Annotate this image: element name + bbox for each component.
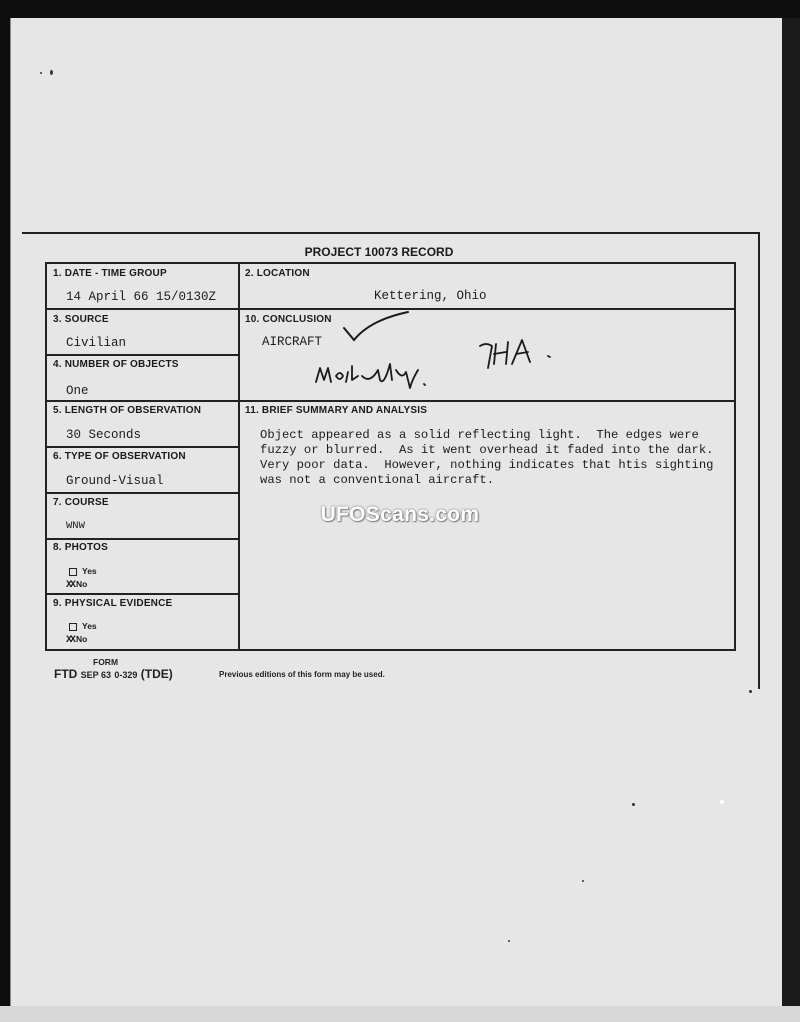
scan-bottom-edge [0,1006,800,1022]
footer-number: 0-329 [114,670,138,680]
footer-suffix: (TDE) [140,667,173,681]
photos-yes-checkbox [69,568,77,576]
physical-no-option [66,633,87,647]
row-divider [47,308,239,310]
photos-yes-option [69,565,97,577]
summary-text: Object appeared as a solid reflecting light. The edges were fuzzy or blurred. As it went overhead it faded into the dark. Very poor data. However, nothing indicates that htis sighting was not a conventional aircraft. [260,428,714,487]
label-summary: 11. BRIEF SUMMARY AND ANALYSIS [245,405,428,416]
value-source: Civilian [66,336,127,350]
photos-no-label: No [76,579,88,589]
physical-no-label: No [76,634,88,644]
form-title: PROJECT 10073 RECORD [304,245,454,259]
row-divider [238,308,734,310]
footer-date: SEP 63 [80,670,112,680]
footer-form-code [54,667,173,681]
checkmark-icon [340,306,420,346]
label-location: 2. LOCATION [245,268,310,279]
value-date-time: 14 April 66 15/0130Z [66,290,217,304]
physical-yes-label: Yes [82,621,97,631]
value-length-of-observation: 30 Seconds [66,428,142,442]
photos-no-option [66,578,87,592]
label-conclusion: 10. CONCLUSION [245,314,332,325]
value-course: WNW [66,520,85,532]
physical-yes-checkbox [69,623,77,631]
value-location: Kettering, Ohio [374,289,487,303]
footer-note: Previous editions of this form may be used. [219,670,385,679]
watermark: UFOScans.com [320,503,480,526]
value-conclusion: AIRCRAFT [262,335,323,349]
column-divider [238,264,240,649]
value-number-of-objects: One [66,384,89,398]
photos-no-mark: XX [66,580,75,591]
label-type-of-observation: 6. TYPE OF OBSERVATION [53,451,186,462]
row-divider [47,538,239,540]
label-course: 7. COURSE [53,497,109,508]
row-divider [47,354,239,356]
label-source: 3. SOURCE [53,314,109,325]
scan-edge [782,18,800,1022]
row-divider [47,492,239,494]
label-date-time: 1. DATE - TIME GROUP [53,268,167,279]
handwritten-note [312,356,462,398]
row-divider [47,446,239,448]
svg-text:JHA: JHA [476,372,478,373]
footer-form-word: FORM [93,657,119,667]
label-physical-evidence: 9. PHYSICAL EVIDENCE [53,598,173,609]
label-photos: 8. PHOTOS [53,542,108,553]
value-type-of-observation: Ground-Visual [66,474,164,488]
row-divider [47,593,239,595]
photos-yes-label: Yes [82,566,97,576]
row-divider [238,400,734,402]
physical-no-mark: XX [66,635,75,646]
handwritten-initials [476,334,566,374]
physical-yes-option [69,620,97,632]
label-number-of-objects: 4. NUMBER OF OBJECTS [53,359,179,370]
row-divider [47,400,239,402]
footer-code: FTD [54,667,78,681]
svg-text:Most likely: Most likely [312,396,317,397]
label-length-of-observation: 5. LENGTH OF OBSERVATION [53,405,202,416]
